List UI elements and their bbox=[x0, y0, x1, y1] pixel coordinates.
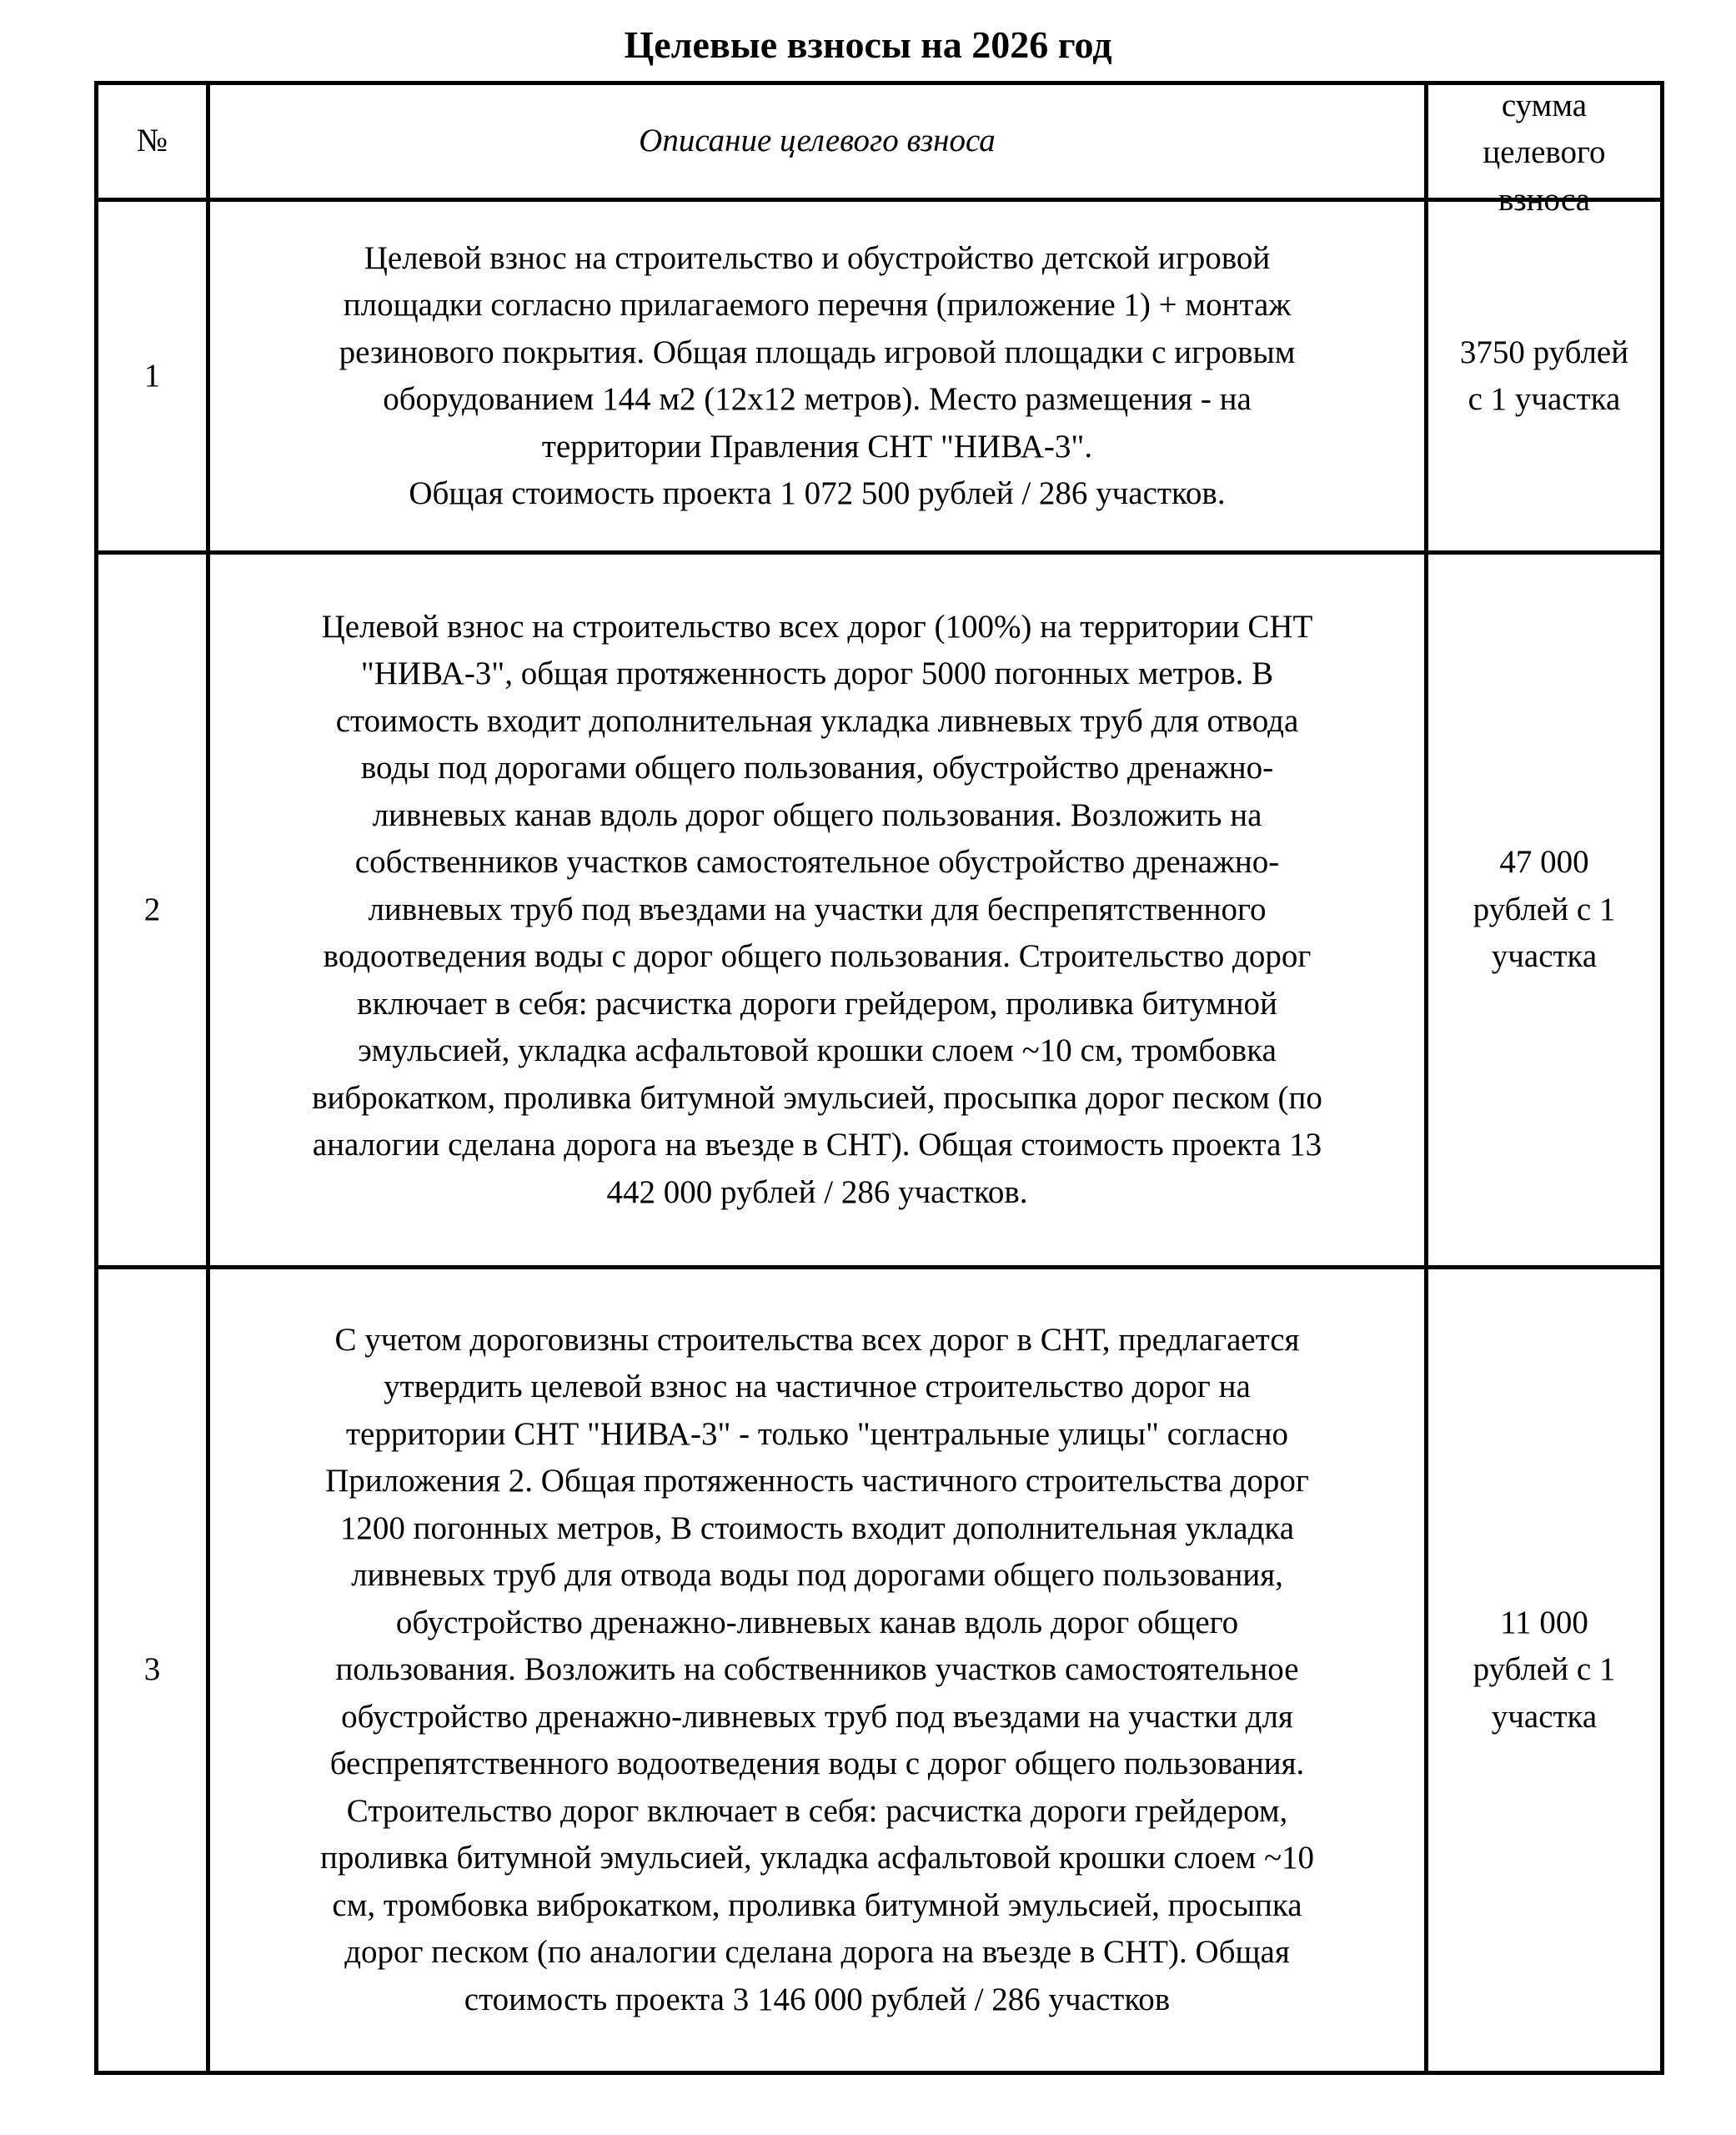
table-row bbox=[97, 1268, 1663, 2073]
row-amount bbox=[1427, 553, 1663, 1268]
header-amount-text: сумма целевого взноса bbox=[1483, 87, 1606, 218]
document-title: Целевые взносы на 2026 год bbox=[624, 23, 1112, 66]
table-header-row bbox=[97, 83, 1663, 200]
header-amount-clip bbox=[1428, 85, 1660, 218]
row-description-text: Целевой взнос на строительство всех дорог (100%) на территории СНТ "НИВА-3", общая протяженность дорог 5000 погонных метров. В стоимость входит дополнительная укладка ливневых труб для отвода воды под дорогами общего пользования, обустройство дренажно- ливневых канав вдоль дорог общего пользования. Возложить на собственников участков самостоятельное обустройство дренажно- ливневых труб под въездами на участки для беспрепятственного водоотведения воды с дорог общего пользования. Строительство дорог включает в себя: расчистка дороги грейдером, проливка битумной эмульсией, укладка асфальтовой крошки слоем ~10 см, тромбовка виброкатком, проливка битумной эмульсией, просыпка дорог песком (по аналогии сделана дорога на въезде в СНТ). Общая стоимость проекта 13 442 000 рублей / 286 участков. bbox=[312, 608, 1322, 1210]
row-description bbox=[208, 1268, 1427, 2073]
row-number: 1 bbox=[97, 200, 208, 553]
header-number: № bbox=[97, 83, 208, 200]
header-description: Описание целевого взноса bbox=[208, 83, 1427, 200]
row-description bbox=[208, 200, 1427, 553]
row-amount-text: 11 000 рублей с 1 участка bbox=[1473, 1604, 1616, 1735]
fees-table bbox=[94, 81, 1664, 2075]
row-amount-text: 3750 рублей с 1 участка bbox=[1459, 334, 1629, 417]
row-amount-text: 47 000 рублей с 1 участка bbox=[1473, 844, 1616, 975]
table-row bbox=[97, 200, 1663, 553]
row-amount bbox=[1427, 200, 1663, 553]
header-amount bbox=[1427, 83, 1663, 218]
row-amount bbox=[1427, 1268, 1663, 2073]
row-description bbox=[208, 553, 1427, 1268]
row-number: 2 bbox=[97, 553, 208, 1268]
table-row bbox=[97, 553, 1663, 1268]
row-description-text: С учетом дороговизны строительства всех дорог в СНТ, предлагается утвердить целевой взнос на частичное строительство дорог на территории СНТ "НИВА-3" - только "центральные улицы" согласно Приложения 2. Общая протяженность частичного строительства дорог 1200 погонных метров, В стоимость входит дополнительная укладка ливневых труб для отвода воды под дорогами общего пользования, обустройство дренажно-ливневых канав вдоль дорог общего пользования. Возложить на собственников участков самостоятельное обустройство дренажно-ливневых труб под въездами на участки для беспрепятственного водоотведения воды с дорог общего пользования. Строительство дорог включает в себя: расчистка дороги грейдером, проливка битумной эмульсией, укладка асфальтовой крошки слоем ~10 см, тромбовка виброкатком, проливка битумной эмульсией, просыпка дорог песком (по аналогии сделана дорога на въезде в СНТ). Общая стоимость проекта 3 146 000 рублей / 286 участков bbox=[319, 1321, 1315, 2017]
row-number: 3 bbox=[97, 1268, 208, 2073]
row-description-text: Целевой взнос на строительство и обустройство детской игровой площадки согласно прилагаемого перечня (приложение 1) + монтаж резинового покрытия. Общая площадь игровой площадки с игровым оборудованием 144 м2 (12х12 метров). Место размещения - на территории Правления СНТ "НИВА-3". Общая стоимость проекта 1 072 500 рублей / 286 участков. bbox=[339, 239, 1296, 511]
